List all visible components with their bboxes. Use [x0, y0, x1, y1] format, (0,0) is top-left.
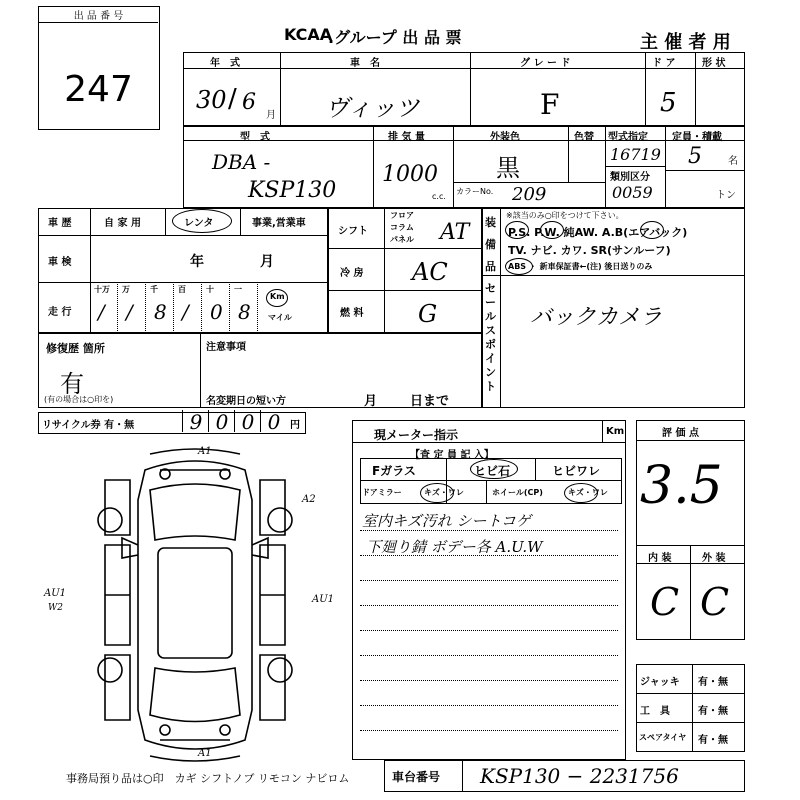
mirror-circle: [420, 483, 454, 503]
mirror-damage: キズ・ワレ: [424, 488, 464, 497]
color-no: 209: [512, 184, 547, 205]
note-rule: [360, 680, 618, 681]
mileage-unit: 千: [150, 285, 158, 294]
type-designation-value: 16719: [610, 145, 661, 164]
pw-circle: [540, 221, 564, 239]
deadline-day: 日まで: [410, 394, 450, 409]
mileage-digit: 8: [238, 300, 251, 324]
equipment-line-3: ABS ・ 新車保証書←(注) 後日送りのみ: [508, 262, 653, 271]
interior-label: 内 装: [648, 553, 672, 564]
model-year: 30: [196, 86, 227, 114]
wheel: ホイール(CP): [492, 488, 543, 497]
recycle-digit: 0: [260, 410, 287, 432]
category-value: 0059: [612, 183, 653, 202]
equipment-label: 装 備 品: [485, 216, 496, 273]
color-change-label: 色替: [574, 132, 594, 143]
assessment-label: 【査 定 員 記 入】: [410, 450, 494, 461]
color-no-label: カラーNo.: [456, 187, 494, 196]
car-name: ヴィッツ: [325, 94, 420, 122]
ps-circle: [505, 221, 529, 239]
grade-value: F: [540, 88, 560, 121]
mark-left-sub: W2: [48, 603, 63, 613]
jack-value: 有・無: [698, 677, 728, 688]
capacity-value: 5: [688, 144, 702, 169]
mark-left: AU1: [44, 588, 67, 599]
mileage-unit: 十万: [94, 285, 110, 294]
ac-label: 冷 房: [340, 268, 364, 279]
deadline-month: 月: [364, 394, 378, 409]
type-designation-label: 型式指定: [608, 132, 648, 143]
chip-circle: [470, 459, 518, 479]
f-glass: Fガラス: [372, 464, 416, 478]
shift-panel: パネル: [390, 235, 414, 244]
tools-label: 工 具: [640, 706, 670, 717]
mile-label: マイル: [268, 313, 292, 322]
inspection-month: 月: [260, 254, 274, 270]
repair-label: 修復歴 箇所: [46, 342, 105, 355]
mark-right-upper: A2: [302, 494, 316, 505]
note-rule: [360, 605, 618, 606]
color-value: 黒: [496, 154, 520, 182]
chassis-number: KSP130 − 2231756: [480, 764, 679, 788]
note-rule: [360, 630, 618, 631]
note-line-1: 室内キズ汚れ シートコゲ: [362, 512, 531, 530]
mileage-cell: [146, 282, 174, 333]
year-label: 年 式: [210, 58, 240, 69]
lot-number: 247: [64, 69, 133, 110]
abs-circle: [505, 258, 533, 275]
interior-value: C: [650, 580, 680, 624]
mileage-cell: [118, 282, 146, 333]
fuel-label: 燃 料: [340, 308, 364, 319]
mileage-cell: [230, 282, 258, 333]
mileage-cell: [90, 282, 118, 333]
crack: ヒビワレ: [552, 464, 601, 478]
km-label: Km: [270, 292, 285, 301]
door-mirror: ドアミラー: [362, 488, 402, 497]
score-label: 評 価 点: [662, 428, 699, 439]
mileage-digit: /: [182, 300, 189, 324]
rental-option: レンタ: [184, 218, 214, 229]
sales-point-label: セールスポイント: [485, 282, 496, 393]
lot-number-box: [38, 6, 160, 130]
inspection-year: 年: [190, 254, 204, 270]
car-diagram: [30, 440, 360, 770]
mileage-digit: /: [98, 300, 105, 324]
deadline-label: 名変期日の短い方: [206, 396, 286, 407]
office-note: 事務局預り品は○印 カギ シフトノブ リモコン ナビロム: [66, 772, 350, 785]
car-name-label: 車 名: [350, 58, 380, 69]
business-option: 事業,営業車: [252, 218, 306, 229]
recycle-label: リサイクル券 有・無: [42, 420, 135, 431]
tools-value: 有・無: [698, 706, 728, 717]
shift-value: AT: [440, 220, 470, 245]
capacity-unit: 名: [728, 156, 738, 167]
note-rule: [360, 580, 618, 581]
mileage-unit: 万: [122, 285, 130, 294]
mark-right-mid: AU1: [312, 594, 335, 605]
mileage-label: 走 行: [48, 307, 72, 318]
model-code-label: 型 式: [240, 132, 270, 143]
ac-value: AC: [412, 258, 448, 286]
cc-unit: c.c.: [432, 192, 446, 201]
model-code: KSP130: [248, 178, 337, 203]
mileage-cell: [202, 282, 230, 333]
history-label: 車 歴: [48, 218, 72, 229]
mark-rear: A1: [198, 748, 212, 759]
exterior-value: C: [700, 580, 730, 624]
shape-label: 形 状: [702, 58, 726, 69]
jack-label: ジャッキ: [640, 677, 680, 688]
recycle-unit: 円: [290, 420, 300, 431]
spare-label: スペアタイヤ: [639, 733, 687, 742]
note-rule: [360, 655, 618, 656]
ton-unit: トン: [716, 190, 736, 201]
repair-value: 有: [60, 370, 84, 398]
spare-value: 有・無: [698, 735, 728, 746]
displacement-value: 1000: [382, 162, 438, 187]
chip-crack: ヒビ石: [474, 464, 511, 478]
wheel-circle: [564, 483, 598, 503]
form-title: .グループ 出 品 票: [328, 28, 462, 47]
doors-value: 5: [660, 88, 677, 118]
equipment-note: ※該当のみ○印をつけて下さい。: [506, 211, 624, 220]
mark-front: A1: [198, 446, 212, 457]
remarks-label: 注意事項: [206, 342, 246, 353]
recycle-digit: 0: [234, 410, 261, 432]
kcaa-logo: KCAA: [284, 25, 333, 44]
lot-number-label: 出 品 番 号: [39, 7, 158, 23]
mileage-digit: 8: [154, 300, 167, 324]
mileage-digit: /: [126, 300, 133, 324]
mileage-unit: 一: [234, 285, 242, 294]
shift-floor: フロア: [390, 211, 414, 220]
sales-point-value: バックカメラ: [530, 305, 663, 330]
note-line-2: 下廻り錆 ボデー各 A.U.W: [366, 538, 543, 556]
model-month: 6: [242, 90, 256, 115]
repair-note: (有の場合は○印を): [44, 395, 114, 404]
meter-label: 現メーター指示: [374, 428, 459, 442]
chassis-label: 車台番号: [392, 770, 441, 784]
model-prefix: DBA -: [212, 150, 271, 174]
exterior-label: 外 装: [702, 553, 726, 564]
wheel-damage: キズ・ワレ: [568, 488, 608, 497]
organizer-label: 主 催 者 用: [640, 32, 731, 53]
month-unit: 月: [266, 110, 276, 121]
shift-column: コラム: [390, 223, 414, 232]
inspection-label: 車 検: [48, 257, 72, 268]
note-rule: [360, 730, 618, 731]
mileage-unit: 百: [178, 285, 186, 294]
recycle-digit: 0: [208, 410, 235, 432]
meter-unit: Km: [606, 426, 625, 437]
equipment-line-1: P.S. P.W. 純AW. A.B(エアバック): [508, 226, 688, 239]
category-label: 類別区分: [610, 172, 650, 183]
score-value: 3.5: [640, 456, 723, 516]
note-rule: [360, 705, 618, 706]
ab-circle: [640, 221, 664, 239]
fuel-value: G: [418, 300, 438, 328]
private-use-option: 自 家 用: [104, 218, 141, 229]
mileage-unit: 十: [206, 285, 214, 294]
capacity-label: 定員・積載: [672, 132, 722, 143]
grade-label: グ レ ー ド: [520, 58, 571, 69]
recycle-digit: 9: [182, 410, 209, 432]
shift-label: シフト: [338, 226, 368, 237]
mileage-cell: [174, 282, 202, 333]
exterior-color-label: 外装色: [490, 132, 520, 143]
doors-label: ド ア: [652, 58, 676, 69]
displacement-label: 排 気 量: [388, 132, 425, 143]
equipment-line-2: TV. ナビ. カワ. SR(サンルーフ): [508, 244, 671, 257]
mileage-digit: 0: [210, 300, 223, 324]
